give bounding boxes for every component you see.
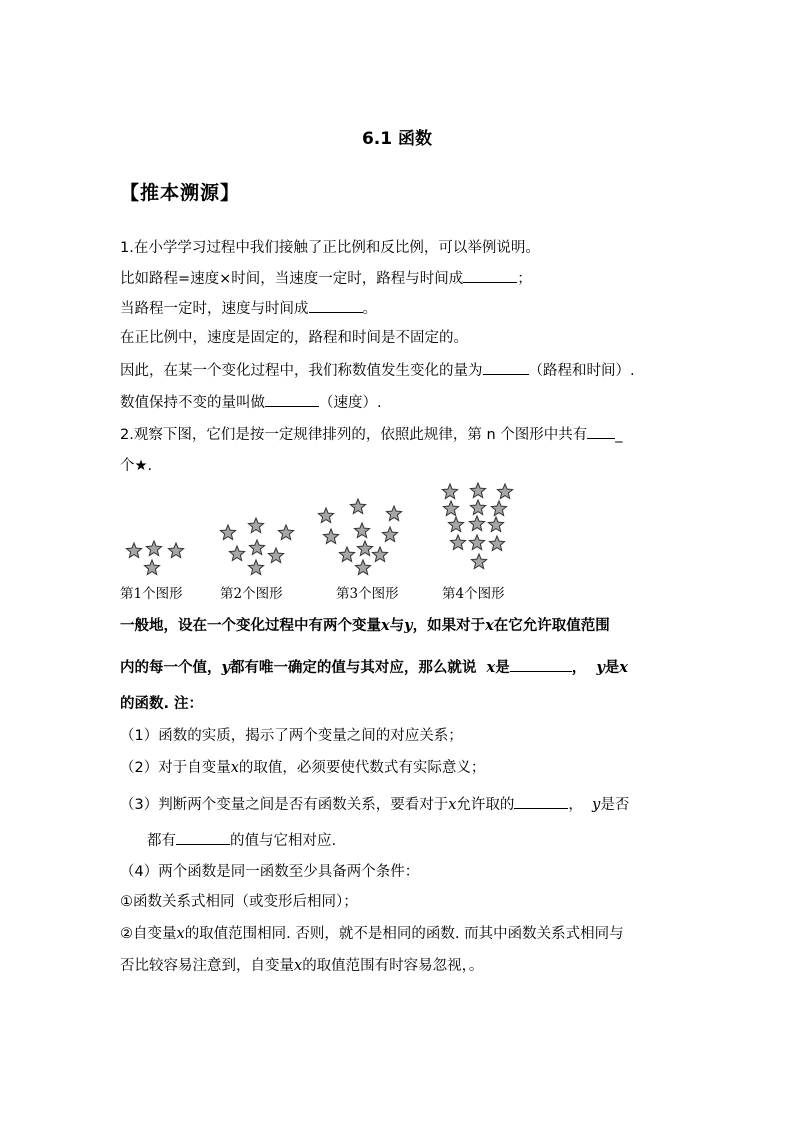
figure-3-label: 第3个图形 <box>336 586 399 602</box>
star-icon <box>323 529 338 544</box>
intro-line-3: 当路程一定时，速度与时间成 。 <box>120 298 377 319</box>
star-icon <box>372 547 387 562</box>
note-3-line-1: （3）判断两个变量之间是否有函数关系，要看对于x允许取的 ， y是否 <box>120 794 629 815</box>
star-icon <box>448 517 463 532</box>
star-icon <box>471 554 486 569</box>
star-icon <box>268 548 283 563</box>
star-icon <box>354 523 369 538</box>
question-2-line-1: 2.观察下图，它们是按一定规律排列的，依照此规律，第 n 个图形中共有 _ <box>120 424 623 445</box>
star-icon <box>470 483 485 498</box>
note-2: （2）对于自变量x的取值，必须要使代数式有实际意义； <box>120 760 486 776</box>
answer-blank <box>510 657 572 672</box>
star-icon <box>491 501 506 516</box>
star-icon <box>249 540 264 555</box>
star-icon <box>386 506 401 521</box>
star-icon <box>339 547 354 562</box>
definition-line-3: 的函数. 注： <box>120 696 204 712</box>
star-icon <box>168 543 183 558</box>
star-icon <box>220 525 235 540</box>
condition-2-line-1: ②自变量x的取值范围相同. 否则，就不是相同的函数. 而其中函数关系式相同与 <box>120 926 624 942</box>
condition-2-line-2: 否比较容易注意到，自变量x的取值范围有时容易忽视，。 <box>120 958 484 974</box>
intro-line-2: 比如路程=速度×时间，当速度一定时，路程与时间成 ； <box>120 268 532 289</box>
figure-4-label: 第4个图形 <box>442 586 505 602</box>
star-icon <box>126 543 141 558</box>
figure-1-label: 第1个图形 <box>120 586 183 602</box>
note-3-line-2: 都有 的值与它相对应. <box>147 830 336 851</box>
answer-blank <box>514 794 568 809</box>
star-icon <box>355 560 370 575</box>
star-icon <box>248 518 263 533</box>
note-4: （4）两个函数是同一函数至少具备两个条件： <box>120 864 420 880</box>
figure-2-label: 第2个图形 <box>220 586 283 602</box>
star-icon <box>146 541 161 556</box>
star-icon <box>497 484 512 499</box>
star-icon <box>450 535 465 550</box>
star-icon <box>382 527 397 542</box>
star-icon <box>489 536 504 551</box>
intro-line-1: 1.在小学学习过程中我们接触了正比例和反比例，可以举例说明。 <box>120 240 540 256</box>
star-icon <box>318 508 333 523</box>
definition-line-2: 内的每一个值，y都有唯一确定的值与其对应，那么就说 x是 ， y是x <box>120 659 628 676</box>
star-icon <box>488 517 503 532</box>
intro-line-6: 数值保持不变的量叫做 （速度）. <box>120 392 382 413</box>
condition-1: ①函数关系式相同（或变形后相同）； <box>120 894 358 910</box>
question-2-line-2: 个★. <box>120 458 153 474</box>
star-icon <box>469 516 484 531</box>
star-icon <box>442 484 457 499</box>
star-icon <box>229 546 244 561</box>
intro-line-4: 在正比例中，速度是固定的，路程和时间是不固定的。 <box>120 330 468 346</box>
star-icon <box>278 525 293 540</box>
star-icon <box>443 501 458 516</box>
note-1: （1）函数的实质，揭示了两个变量之间的对应关系； <box>120 728 463 744</box>
star-icon <box>144 560 159 575</box>
section-heading: 【推本溯源】 <box>120 182 241 204</box>
star-icon <box>248 560 263 575</box>
page-title: 6.1 函数 <box>361 129 433 149</box>
intro-line-5: 因此，在某一个变化过程中，我们称数值发生变化的量为 （路程和时间）. <box>120 360 635 381</box>
star-icon <box>469 535 484 550</box>
star-icon <box>357 541 372 556</box>
star-icon <box>470 500 485 515</box>
star-icon <box>350 499 365 514</box>
answer-blank <box>176 830 230 845</box>
definition-line-1: 一般地，设在一个变化过程中有两个变量x与y，如果对于x在它允许取值范围 <box>120 617 610 634</box>
